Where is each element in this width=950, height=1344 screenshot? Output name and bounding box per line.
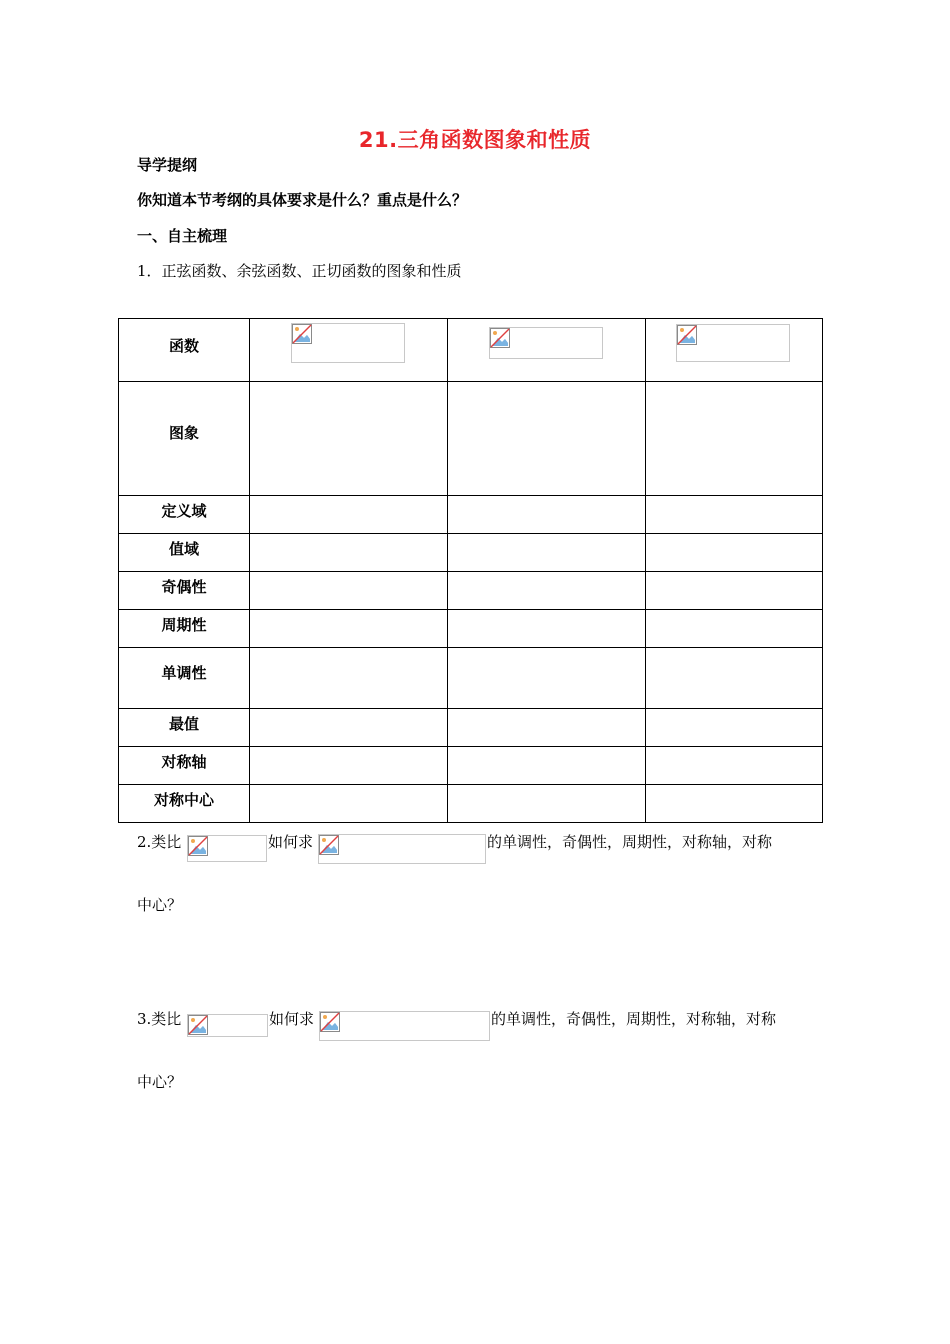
table-cell xyxy=(448,572,646,610)
table-row xyxy=(119,534,823,572)
q2-middle: 如何求 xyxy=(268,833,314,851)
q2-formula-image-a xyxy=(187,835,267,862)
q2-continuation: 中心？ xyxy=(137,896,183,914)
broken-image-icon xyxy=(677,325,697,345)
table-cell xyxy=(250,319,448,382)
table-cell xyxy=(646,709,823,747)
q3-middle: 如何求 xyxy=(269,1010,315,1028)
table-cell xyxy=(250,496,448,534)
table-cell xyxy=(250,709,448,747)
table-cell xyxy=(448,785,646,823)
page-title: 21.三角函数图象和性质 xyxy=(358,128,592,152)
table-cell xyxy=(448,747,646,785)
row-header-extrema: 最值 xyxy=(119,709,250,747)
table-cell xyxy=(646,572,823,610)
table-cell xyxy=(646,319,823,382)
table-cell xyxy=(250,747,448,785)
row-header-function: 函数 xyxy=(119,319,250,382)
table-cell xyxy=(646,785,823,823)
q2-suffix: 的单调性，奇偶性，周期性，对称轴，对称 xyxy=(487,833,773,851)
table-cell xyxy=(250,572,448,610)
table-cell xyxy=(448,496,646,534)
table-cell xyxy=(448,610,646,648)
q3-formula-image-b xyxy=(319,1011,490,1041)
table-cell xyxy=(646,496,823,534)
item-1-text: 1．正弦函数、余弦函数、正切函数的图象和性质 xyxy=(137,262,462,280)
broken-image-icon xyxy=(490,328,510,348)
q2-formula-image-b xyxy=(318,834,486,864)
row-header-domain: 定义域 xyxy=(119,496,250,534)
table-cell xyxy=(448,534,646,572)
table-row xyxy=(119,382,823,496)
row-header-axis: 对称轴 xyxy=(119,747,250,785)
table-row xyxy=(119,648,823,709)
trig-properties-table xyxy=(118,318,823,823)
question-text: 你知道本节考纲的具体要求是什么？重点是什么？ xyxy=(137,191,468,209)
row-header-center: 对称中心 xyxy=(119,785,250,823)
broken-image-icon xyxy=(319,835,339,855)
tan-formula-image xyxy=(676,324,790,362)
table-row xyxy=(119,610,823,648)
table-cell xyxy=(646,747,823,785)
sin-formula-image xyxy=(291,323,405,363)
table-cell xyxy=(250,610,448,648)
q3-prefix: 3.类比 xyxy=(137,1010,182,1028)
table-cell xyxy=(646,610,823,648)
table-row xyxy=(119,496,823,534)
table-cell xyxy=(250,382,448,496)
row-header-parity: 奇偶性 xyxy=(119,572,250,610)
broken-image-icon xyxy=(292,324,312,344)
q3-continuation: 中心？ xyxy=(137,1073,183,1091)
table-row xyxy=(119,747,823,785)
table-cell xyxy=(250,534,448,572)
section-heading: 一、自主梳理 xyxy=(137,227,228,245)
broken-image-icon xyxy=(320,1012,340,1032)
table-cell xyxy=(646,382,823,496)
table-cell xyxy=(448,382,646,496)
table-row xyxy=(119,319,823,382)
table-cell xyxy=(448,319,646,382)
q2-prefix: 2.类比 xyxy=(137,833,182,851)
table-row xyxy=(119,785,823,823)
row-header-monotonicity: 单调性 xyxy=(119,648,250,709)
table-cell xyxy=(250,785,448,823)
row-header-period: 周期性 xyxy=(119,610,250,648)
table-cell xyxy=(448,648,646,709)
q3-formula-image-a xyxy=(187,1014,268,1037)
table-cell xyxy=(250,648,448,709)
broken-image-icon xyxy=(188,836,208,856)
q3-suffix: 的单调性，奇偶性，周期性，对称轴，对称 xyxy=(491,1010,777,1028)
row-header-range: 值域 xyxy=(119,534,250,572)
guide-heading: 导学提纲 xyxy=(137,156,198,174)
row-header-graph: 图象 xyxy=(119,382,250,496)
broken-image-icon xyxy=(188,1015,208,1035)
cos-formula-image xyxy=(489,327,603,359)
table-cell xyxy=(646,648,823,709)
table-row xyxy=(119,572,823,610)
table-cell xyxy=(448,709,646,747)
table-row xyxy=(119,709,823,747)
table-cell xyxy=(646,534,823,572)
